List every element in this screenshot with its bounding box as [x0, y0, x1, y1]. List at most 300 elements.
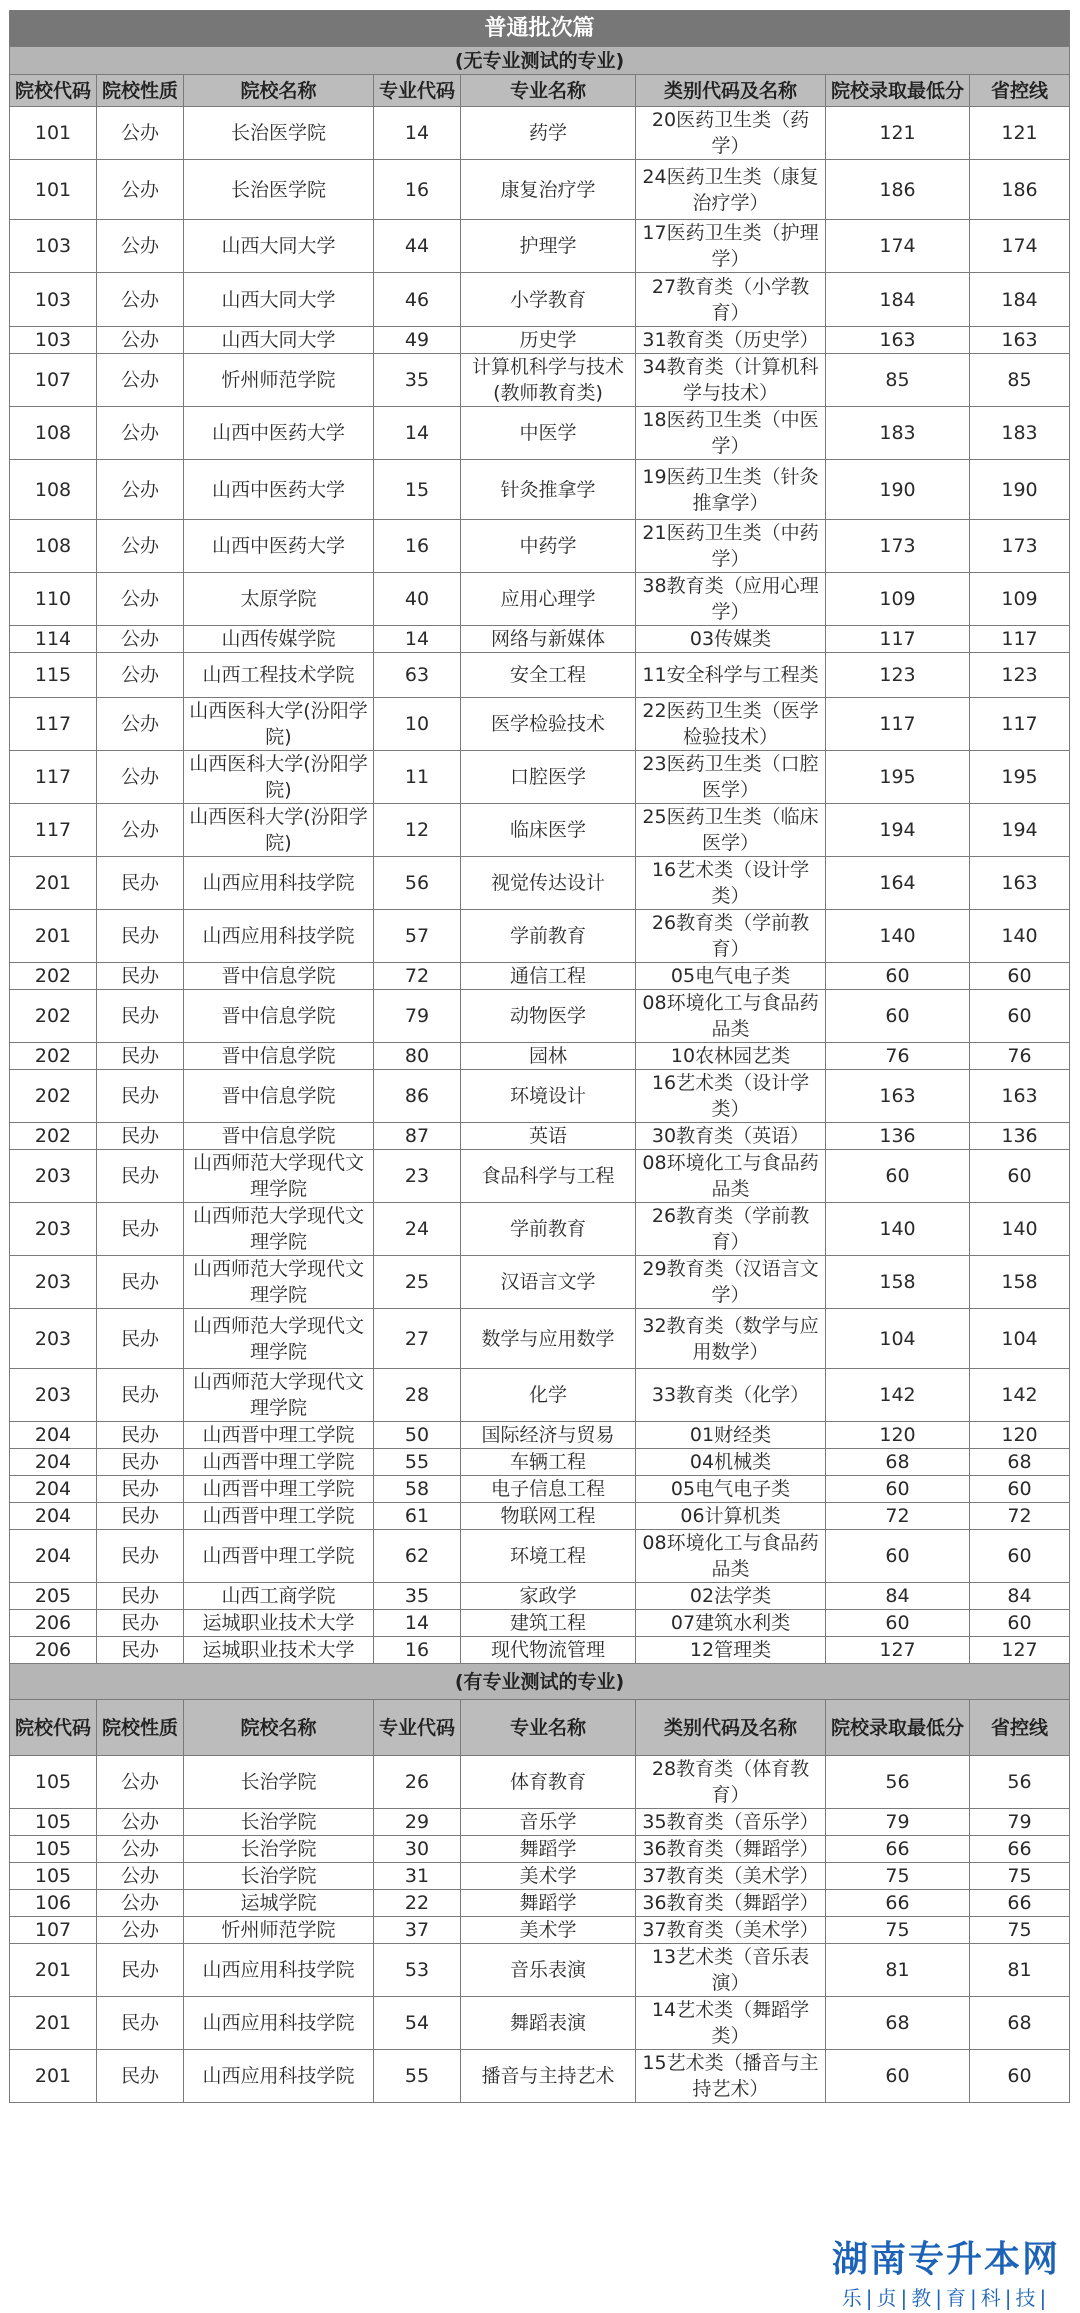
table-cell: 学前教育: [461, 910, 636, 963]
table-cell: 55: [374, 1449, 461, 1476]
table-cell: 87: [374, 1123, 461, 1150]
table-cell: 173: [970, 520, 1070, 573]
table-cell: 中药学: [461, 520, 636, 573]
table-cell: 医学检验技术: [461, 698, 636, 751]
table-cell: 136: [826, 1123, 970, 1150]
table-cell: 民办: [97, 910, 184, 963]
table-cell: 127: [826, 1637, 970, 1664]
table-cell: 山西应用科技学院: [184, 2050, 374, 2103]
table-cell: 晋中信息学院: [184, 1123, 374, 1150]
column-header: 院校性质: [97, 75, 184, 107]
table-row: [10, 220, 1070, 273]
table-cell: 60: [826, 2050, 970, 2103]
table-cell: 民办: [97, 963, 184, 990]
table-cell: 舞蹈表演: [461, 1997, 636, 2050]
table-cell: 202: [10, 1043, 97, 1070]
table-cell: 56: [374, 857, 461, 910]
table-cell: 晋中信息学院: [184, 1070, 374, 1123]
table-cell: 109: [826, 573, 970, 626]
table-cell: 长治学院: [184, 1863, 374, 1890]
table-cell: 民办: [97, 990, 184, 1043]
table-cell: 25医药卫生类（临床医学）: [636, 804, 826, 857]
table-cell: 公办: [97, 107, 184, 160]
table-row: [10, 1756, 1070, 1809]
table-row: [10, 698, 1070, 751]
table-cell: 103: [10, 273, 97, 327]
table-row: [10, 354, 1070, 407]
column-header-row: [10, 1700, 1070, 1756]
table-cell: 163: [970, 1070, 1070, 1123]
table-cell: 山西传媒学院: [184, 626, 374, 653]
table-cell: 30教育类（英语）: [636, 1123, 826, 1150]
table-cell: 54: [374, 1997, 461, 2050]
table-cell: 140: [970, 910, 1070, 963]
column-header: 专业名称: [461, 1700, 636, 1756]
table-cell: 民办: [97, 1449, 184, 1476]
table-cell: 61: [374, 1503, 461, 1530]
table-cell: 201: [10, 1997, 97, 2050]
table-cell: 205: [10, 1583, 97, 1610]
table-cell: 26: [374, 1756, 461, 1809]
table-cell: 山西中医药大学: [184, 460, 374, 520]
table-cell: 206: [10, 1610, 97, 1637]
table-cell: 37教育类（美术学）: [636, 1863, 826, 1890]
column-header: 专业代码: [374, 75, 461, 107]
table-cell: 民办: [97, 2050, 184, 2103]
table-row: [10, 1150, 1070, 1203]
table-cell: 60: [970, 2050, 1070, 2103]
table-cell: 203: [10, 1309, 97, 1369]
table-cell: 民办: [97, 1503, 184, 1530]
table-cell: 山西应用科技学院: [184, 1944, 374, 1997]
table-cell: 民办: [97, 1150, 184, 1203]
table-cell: 53: [374, 1944, 461, 1997]
table-row: [10, 327, 1070, 354]
table-cell: 公办: [97, 160, 184, 220]
table-cell: 山西工程技术学院: [184, 653, 374, 698]
table-cell: 202: [10, 1070, 97, 1123]
table-cell: 55: [374, 2050, 461, 2103]
table-cell: 115: [10, 653, 97, 698]
table-cell: 174: [826, 220, 970, 273]
table-cell: 山西晋中理工学院: [184, 1422, 374, 1449]
table-cell: 105: [10, 1756, 97, 1809]
table-row: [10, 1583, 1070, 1610]
column-header: 院校名称: [184, 1700, 374, 1756]
watermark-main: 湖南专升本网: [828, 2231, 1064, 2282]
table-cell: 视觉传达设计: [461, 857, 636, 910]
table-cell: 山西应用科技学院: [184, 857, 374, 910]
table-row: [10, 626, 1070, 653]
table-cell: 49: [374, 327, 461, 354]
table-cell: 46: [374, 273, 461, 327]
table-cell: 车辆工程: [461, 1449, 636, 1476]
table-cell: 56: [826, 1756, 970, 1809]
table-cell: 民办: [97, 1203, 184, 1256]
table-cell: 80: [374, 1043, 461, 1070]
watermark-sub: 乐|贞|教|育|科|技|: [828, 2282, 1064, 2311]
table-cell: 公办: [97, 327, 184, 354]
table-cell: 81: [970, 1944, 1070, 1997]
table-cell: 24医药卫生类（康复治疗学）: [636, 160, 826, 220]
table-cell: 117: [970, 698, 1070, 751]
table-cell: 117: [10, 751, 97, 804]
table-cell: 66: [970, 1836, 1070, 1863]
table-cell: 民办: [97, 1070, 184, 1123]
table-cell: 68: [970, 1449, 1070, 1476]
table-cell: 121: [826, 107, 970, 160]
table-cell: 公办: [97, 1917, 184, 1944]
table-cell: 06计算机类: [636, 1503, 826, 1530]
table-row: [10, 407, 1070, 460]
table-row: [10, 160, 1070, 220]
table-cell: 园林: [461, 1043, 636, 1070]
table-row: [10, 1203, 1070, 1256]
table-cell: 38教育类（应用心理学）: [636, 573, 826, 626]
table-cell: 29: [374, 1809, 461, 1836]
table-cell: 公办: [97, 273, 184, 327]
table-cell: 203: [10, 1369, 97, 1422]
table-cell: 山西师范大学现代文理学院: [184, 1203, 374, 1256]
table-cell: 184: [826, 273, 970, 327]
table-cell: 14: [374, 107, 461, 160]
table-cell: 186: [970, 160, 1070, 220]
table-cell: 183: [970, 407, 1070, 460]
table-cell: 79: [374, 990, 461, 1043]
table-cell: 117: [826, 626, 970, 653]
table-cell: 15: [374, 460, 461, 520]
table-cell: 16: [374, 160, 461, 220]
table-cell: 127: [970, 1637, 1070, 1664]
table-cell: 长治医学院: [184, 160, 374, 220]
table-cell: 60: [826, 1476, 970, 1503]
table-cell: 公办: [97, 626, 184, 653]
table-cell: 86: [374, 1070, 461, 1123]
column-header: 院校代码: [10, 75, 97, 107]
table-cell: 山西师范大学现代文理学院: [184, 1369, 374, 1422]
table-cell: 60: [970, 963, 1070, 990]
table-cell: 晋中信息学院: [184, 1043, 374, 1070]
table-cell: 68: [826, 1997, 970, 2050]
table-cell: 56: [970, 1756, 1070, 1809]
table-cell: 140: [970, 1203, 1070, 1256]
table-cell: 21医药卫生类（中药学）: [636, 520, 826, 573]
table-cell: 81: [826, 1944, 970, 1997]
table-cell: 75: [970, 1917, 1070, 1944]
table-cell: 201: [10, 857, 97, 910]
table-cell: 120: [826, 1422, 970, 1449]
table-cell: 忻州师范学院: [184, 354, 374, 407]
table-cell: 民办: [97, 1610, 184, 1637]
table-cell: 民办: [97, 1256, 184, 1309]
table-cell: 汉语言文学: [461, 1256, 636, 1309]
table-cell: 13艺术类（音乐表演）: [636, 1944, 826, 1997]
table-cell: 美术学: [461, 1863, 636, 1890]
table-title-row: [10, 11, 1070, 47]
table-cell: 公办: [97, 653, 184, 698]
table-cell: 山西中医药大学: [184, 520, 374, 573]
table-cell: 12管理类: [636, 1637, 826, 1664]
table-cell: 公办: [97, 751, 184, 804]
table-row: [10, 520, 1070, 573]
table-cell: 104: [826, 1309, 970, 1369]
table-cell: 太原学院: [184, 573, 374, 626]
table-cell: 晋中信息学院: [184, 990, 374, 1043]
table-cell: 60: [826, 963, 970, 990]
table-cell: 康复治疗学: [461, 160, 636, 220]
table-cell: 62: [374, 1530, 461, 1583]
table-cell: 108: [10, 407, 97, 460]
table-row: [10, 1309, 1070, 1369]
table-cell: 25: [374, 1256, 461, 1309]
table-cell: 民办: [97, 1369, 184, 1422]
table-cell: 电子信息工程: [461, 1476, 636, 1503]
table-cell: 68: [826, 1449, 970, 1476]
table-title: 普通批次篇: [10, 11, 1070, 47]
table-cell: 72: [374, 963, 461, 990]
table-cell: 58: [374, 1476, 461, 1503]
table-row: [10, 910, 1070, 963]
table-cell: 140: [826, 1203, 970, 1256]
table-cell: 34教育类（计算机科学与技术）: [636, 354, 826, 407]
table-cell: 60: [826, 1530, 970, 1583]
column-header: 类别代码及名称: [636, 75, 826, 107]
table-cell: 音乐学: [461, 1809, 636, 1836]
table-cell: 公办: [97, 1809, 184, 1836]
table-cell: 11: [374, 751, 461, 804]
section-heading: (无专业测试的专业): [10, 47, 1070, 75]
table-row: [10, 1503, 1070, 1530]
table-cell: 85: [826, 354, 970, 407]
table-cell: 163: [970, 857, 1070, 910]
table-cell: 小学教育: [461, 273, 636, 327]
table-cell: 晋中信息学院: [184, 963, 374, 990]
table-cell: 204: [10, 1503, 97, 1530]
table-row: [10, 1369, 1070, 1422]
table-cell: 60: [970, 1610, 1070, 1637]
table-cell: 10: [374, 698, 461, 751]
table-cell: 环境设计: [461, 1070, 636, 1123]
table-cell: 173: [826, 520, 970, 573]
table-cell: 32教育类（数学与应用数学）: [636, 1309, 826, 1369]
table-cell: 72: [970, 1503, 1070, 1530]
table-cell: 22: [374, 1890, 461, 1917]
table-cell: 79: [826, 1809, 970, 1836]
table-cell: 公办: [97, 1756, 184, 1809]
table-cell: 203: [10, 1150, 97, 1203]
table-cell: 60: [970, 1150, 1070, 1203]
table-cell: 08环境化工与食品药品类: [636, 1530, 826, 1583]
table-cell: 通信工程: [461, 963, 636, 990]
column-header: 省控线: [970, 1700, 1070, 1756]
table-cell: 23医药卫生类（口腔医学）: [636, 751, 826, 804]
table-cell: 公办: [97, 220, 184, 273]
table-cell: 12: [374, 804, 461, 857]
table-row: [10, 1890, 1070, 1917]
table-cell: 31教育类（历史学）: [636, 327, 826, 354]
table-cell: 35: [374, 354, 461, 407]
table-cell: 民办: [97, 857, 184, 910]
table-cell: 142: [970, 1369, 1070, 1422]
table-cell: 公办: [97, 804, 184, 857]
table-cell: 158: [970, 1256, 1070, 1309]
table-cell: 201: [10, 2050, 97, 2103]
table-cell: 长治医学院: [184, 107, 374, 160]
column-header-row: [10, 75, 1070, 107]
table-cell: 30: [374, 1836, 461, 1863]
table-cell: 202: [10, 990, 97, 1043]
table-cell: 山西师范大学现代文理学院: [184, 1309, 374, 1369]
table-cell: 23: [374, 1150, 461, 1203]
table-cell: 山西工商学院: [184, 1583, 374, 1610]
table-cell: 安全工程: [461, 653, 636, 698]
table-cell: 117: [10, 804, 97, 857]
table-cell: 204: [10, 1476, 97, 1503]
admission-score-table: [9, 10, 1070, 2103]
table-cell: 民办: [97, 1637, 184, 1664]
table-cell: 山西大同大学: [184, 273, 374, 327]
table-cell: 36教育类（舞蹈学）: [636, 1836, 826, 1863]
column-header: 院校录取最低分: [826, 1700, 970, 1756]
table-cell: 107: [10, 354, 97, 407]
table-cell: 公办: [97, 1890, 184, 1917]
table-cell: 01财经类: [636, 1422, 826, 1449]
table-cell: 37: [374, 1917, 461, 1944]
table-cell: 186: [826, 160, 970, 220]
column-header: 院校名称: [184, 75, 374, 107]
table-cell: 山西晋中理工学院: [184, 1530, 374, 1583]
table-cell: 山西中医药大学: [184, 407, 374, 460]
table-cell: 舞蹈学: [461, 1836, 636, 1863]
table-row: [10, 1422, 1070, 1449]
table-cell: 203: [10, 1256, 97, 1309]
table-row: [10, 1256, 1070, 1309]
table-cell: 公办: [97, 460, 184, 520]
table-cell: 66: [826, 1890, 970, 1917]
table-cell: 68: [970, 1997, 1070, 2050]
table-cell: 75: [826, 1917, 970, 1944]
table-cell: 16: [374, 520, 461, 573]
table-cell: 57: [374, 910, 461, 963]
table-cell: 山西应用科技学院: [184, 910, 374, 963]
watermark: [828, 2231, 1064, 2311]
table-cell: 204: [10, 1449, 97, 1476]
table-cell: 63: [374, 653, 461, 698]
table-cell: 15艺术类（播音与主持艺术）: [636, 2050, 826, 2103]
table-cell: 17医药卫生类（护理学）: [636, 220, 826, 273]
section-heading-row: [10, 47, 1070, 75]
table-cell: 105: [10, 1863, 97, 1890]
table-row: [10, 460, 1070, 520]
table-cell: 网络与新媒体: [461, 626, 636, 653]
table-cell: 60: [970, 1476, 1070, 1503]
table-cell: 公办: [97, 520, 184, 573]
table-cell: 202: [10, 1123, 97, 1150]
table-cell: 04机械类: [636, 1449, 826, 1476]
table-cell: 40: [374, 573, 461, 626]
table-row: [10, 107, 1070, 160]
table-cell: 山西师范大学现代文理学院: [184, 1150, 374, 1203]
table-cell: 22医药卫生类（医学检验技术）: [636, 698, 826, 751]
table-cell: 201: [10, 910, 97, 963]
table-cell: 44: [374, 220, 461, 273]
table-cell: 民办: [97, 1309, 184, 1369]
table-cell: 公办: [97, 573, 184, 626]
table-row: [10, 653, 1070, 698]
table-cell: 家政学: [461, 1583, 636, 1610]
table-cell: 103: [10, 220, 97, 273]
table-cell: 05电气电子类: [636, 1476, 826, 1503]
table-cell: 山西应用科技学院: [184, 1997, 374, 2050]
table-row: [10, 990, 1070, 1043]
table-cell: 口腔医学: [461, 751, 636, 804]
table-cell: 204: [10, 1530, 97, 1583]
table-cell: 16: [374, 1637, 461, 1664]
table-cell: 123: [826, 653, 970, 698]
table-cell: 190: [826, 460, 970, 520]
table-cell: 190: [970, 460, 1070, 520]
table-cell: 民办: [97, 1530, 184, 1583]
table-cell: 27教育类（小学教育）: [636, 273, 826, 327]
table-cell: 中医学: [461, 407, 636, 460]
table-cell: 02法学类: [636, 1583, 826, 1610]
table-cell: 163: [826, 1070, 970, 1123]
table-cell: 35教育类（音乐学）: [636, 1809, 826, 1836]
table-cell: 14: [374, 1610, 461, 1637]
table-cell: 66: [826, 1836, 970, 1863]
table-cell: 85: [970, 354, 1070, 407]
table-cell: 105: [10, 1809, 97, 1836]
table-cell: 山西晋中理工学院: [184, 1476, 374, 1503]
table-cell: 163: [970, 327, 1070, 354]
table-cell: 民办: [97, 1422, 184, 1449]
table-cell: 化学: [461, 1369, 636, 1422]
section-heading: (有专业测试的专业): [10, 1664, 1070, 1700]
table-row: [10, 963, 1070, 990]
table-cell: 民办: [97, 1944, 184, 1997]
table-cell: 104: [970, 1309, 1070, 1369]
table-cell: 08环境化工与食品药品类: [636, 990, 826, 1043]
table-cell: 公办: [97, 354, 184, 407]
table-cell: 108: [10, 520, 97, 573]
table-cell: 计算机科学与技术(教师教育类): [461, 354, 636, 407]
table-cell: 山西医科大学(汾阳学院): [184, 751, 374, 804]
table-cell: 158: [826, 1256, 970, 1309]
table-cell: 201: [10, 1944, 97, 1997]
table-row: [10, 1530, 1070, 1583]
table-cell: 76: [826, 1043, 970, 1070]
table-cell: 05电气电子类: [636, 963, 826, 990]
table-row: [10, 751, 1070, 804]
table-cell: 35: [374, 1583, 461, 1610]
table-cell: 03传媒类: [636, 626, 826, 653]
table-cell: 公办: [97, 1863, 184, 1890]
table-row: [10, 1070, 1070, 1123]
table-cell: 184: [970, 273, 1070, 327]
column-header: 省控线: [970, 75, 1070, 107]
table-cell: 18医药卫生类（中医学）: [636, 407, 826, 460]
table-cell: 203: [10, 1203, 97, 1256]
table-cell: 护理学: [461, 220, 636, 273]
table-row: [10, 1637, 1070, 1664]
table-cell: 民办: [97, 1043, 184, 1070]
column-header: 院校性质: [97, 1700, 184, 1756]
table-row: [10, 1809, 1070, 1836]
table-cell: 舞蹈学: [461, 1890, 636, 1917]
table-cell: 194: [970, 804, 1070, 857]
table-cell: 药学: [461, 107, 636, 160]
table-cell: 山西医科大学(汾阳学院): [184, 804, 374, 857]
